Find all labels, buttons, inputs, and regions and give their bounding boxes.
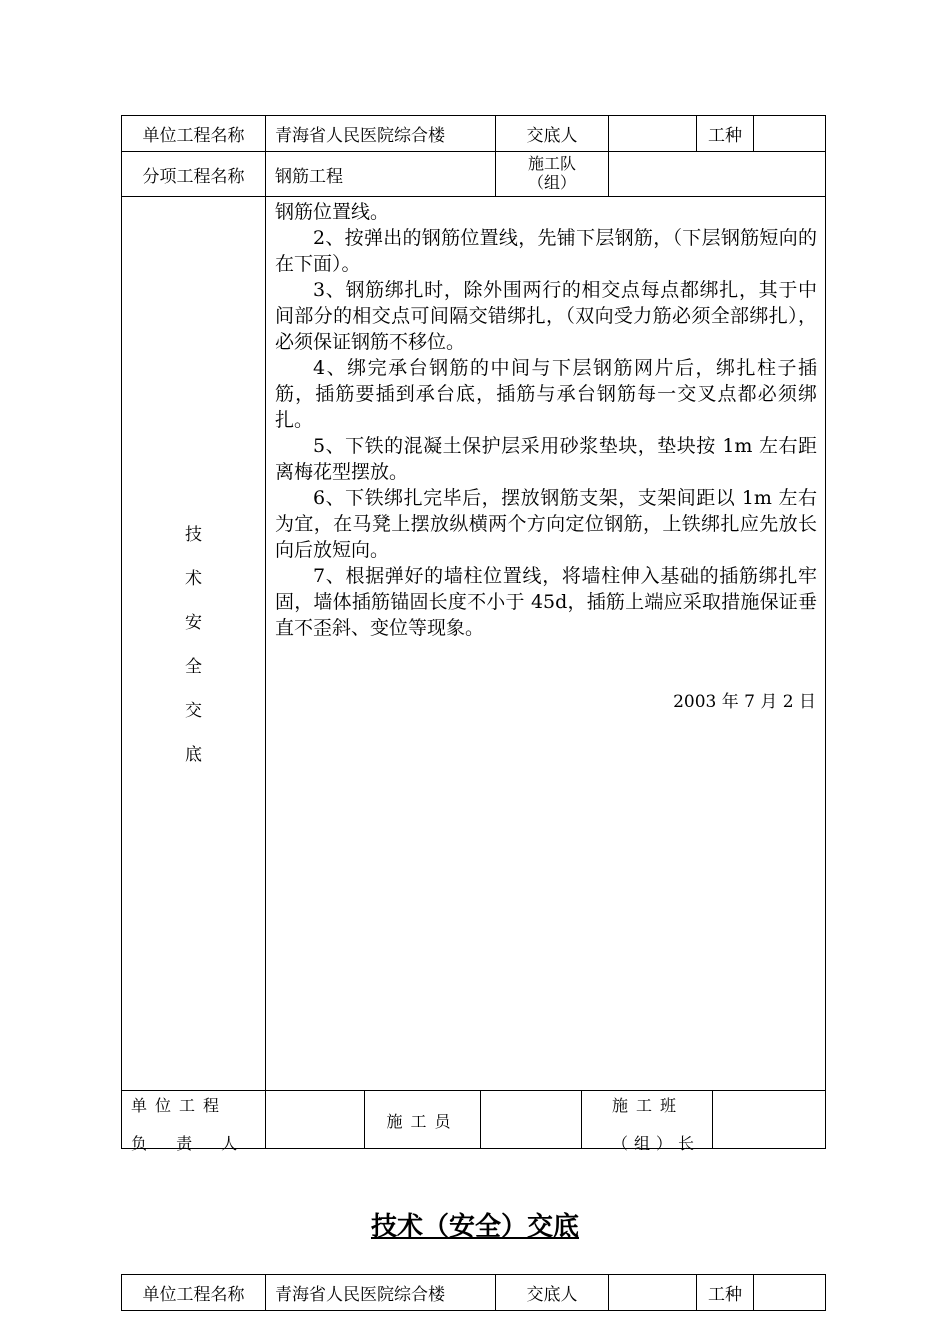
- unit-project-value: 青海省人民医院综合楼: [275, 1285, 445, 1305]
- unit-leader-label-line1: 单位工程: [131, 1096, 228, 1115]
- col-divider: [480, 1090, 481, 1149]
- team-leader-label-line2: （组）长: [612, 1134, 701, 1153]
- content-paragraph: 2、按弹出的钢筋位置线，先铺下层钢筋，（下层钢筋短向的在下面）。: [275, 227, 817, 275]
- content-paragraph: 3、钢筋绑扎时，除外围两行的相交点每点都绑扎，其于中间部分的相交点可间隔交错绑扎，（双向受力筋必须全部绑扎），必须保证钢筋不移位。: [275, 279, 817, 353]
- content-paragraph: 5、下铁的混凝土保护层采用砂浆垫块，垫块按 1m 左右距离梅花型摆放。: [275, 435, 817, 483]
- col-divider: [712, 1090, 713, 1149]
- col-divider: [265, 1274, 266, 1311]
- col-divider: [265, 115, 266, 1149]
- content-paragraph: 4、绑完承台钢筋的中间与下层钢筋网片后，绑扎柱子插筋，插筋要插到承台底，插筋与承台钢筋每一交叉点都必须绑扎。: [275, 357, 817, 431]
- disclosure-content: [275, 199, 817, 641]
- content-paragraph: 6、下铁绑扎完毕后，摆放钢筋支架，支架间距以 1m 左右为宜，在马凳上摆放纵横两个方向定位钢筋，上铁绑扎应先放长向后放短向。: [275, 487, 817, 561]
- section-label-char: 安: [185, 613, 202, 633]
- col-divider: [608, 1274, 609, 1311]
- page-title-text: 技术（安全）交底: [370, 1212, 579, 1242]
- presenter-label: 交底人: [526, 126, 578, 146]
- sub-project-value: 钢筋工程: [275, 166, 343, 187]
- section-label-char: 交: [185, 701, 202, 721]
- trade-value: [754, 116, 825, 151]
- team-label-line2: （组）: [527, 173, 576, 192]
- page-title: [0, 1206, 950, 1243]
- team-label-line1: 施工队: [527, 154, 576, 173]
- presenter-label: 交底人: [526, 1285, 578, 1305]
- trade-label: 工种: [708, 1285, 742, 1305]
- section-label-char: 底: [185, 745, 202, 765]
- content-paragraph: 钢筋位置线。: [275, 201, 390, 223]
- section-label-char: 全: [185, 657, 202, 677]
- team-label: [496, 154, 608, 192]
- unit-project-label: 单位工程名称: [142, 1285, 245, 1305]
- content-paragraph: 7、根据弹好的墙柱位置线，将墙柱伸入基础的插筋绑扎牢固，墙体插筋锚固长度不小于 45d，插筋上端应采取措施保证垂直不歪斜、变位等现象。: [275, 565, 817, 639]
- disclosure-date: 2003 年 7 月 2 日: [673, 692, 816, 712]
- section-label-vertical: [122, 522, 265, 786]
- row-divider: [121, 196, 826, 197]
- unit-project-value: 青海省人民医院综合楼: [275, 126, 445, 146]
- sub-project-label: 分项工程名称: [142, 166, 245, 187]
- worker-label: 施工员: [386, 1111, 459, 1131]
- team-value: [612, 152, 824, 196]
- section-label-char: 术: [185, 569, 202, 589]
- col-divider: [753, 1274, 754, 1311]
- col-divider: [581, 1090, 582, 1149]
- section-label-char: 技: [185, 525, 202, 545]
- trade-label: 工种: [708, 126, 742, 146]
- unit-project-label: 单位工程名称: [142, 126, 245, 146]
- unit-leader-label-line2: 负 责 人: [131, 1134, 250, 1153]
- presenter-value: [609, 116, 696, 151]
- team-leader-label-line1: 施工班: [612, 1096, 685, 1115]
